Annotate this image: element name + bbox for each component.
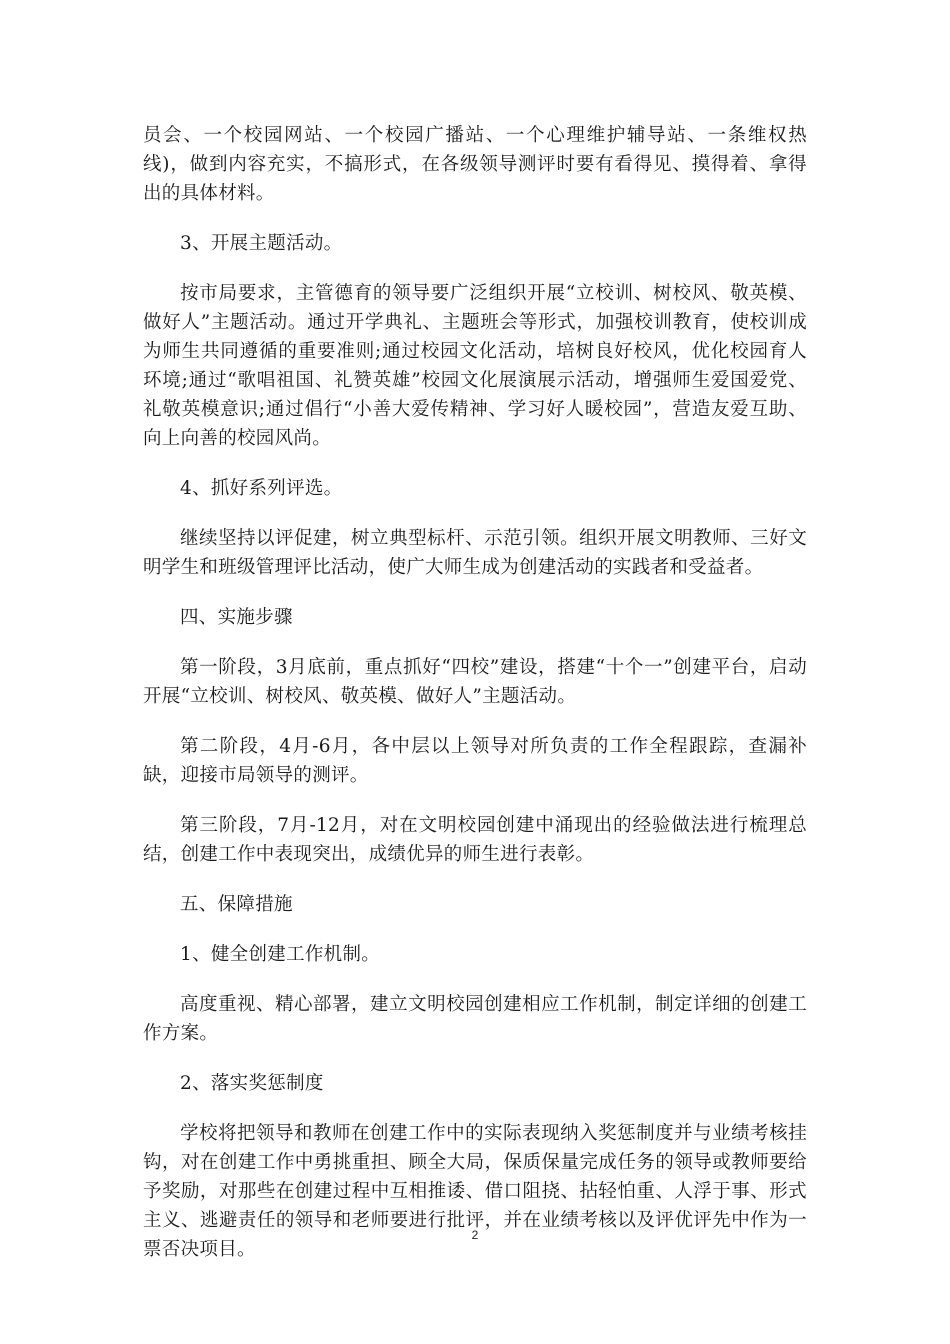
section-heading-theme-activities: 3、开展主题活动。 xyxy=(180,233,343,254)
paragraph-selection: 继续坚持以评促建，树立典型标杆、示范引领。组织开展文明教师、三好文明学生和班级管理评比活动，使广大师生成为创建活动的实践者和受益者。 xyxy=(143,528,807,578)
paragraph-continued: 员会、一个校园网站、一个校园广播站、一个心理维护辅导站、一条维权热线)，做到内容充实，不搞形式，在各级领导测评时要有看得见、摸得着、拿得出的具体材料。 xyxy=(143,125,807,204)
section-heading-selection: 4、抓好系列评选。 xyxy=(180,478,343,499)
section-heading-rewards: 2、落实奖惩制度 xyxy=(180,1073,324,1094)
paragraph-rewards: 学校将把领导和教师在创建工作中的实际表现纳入奖惩制度并与业绩考核挂钩，对在创建工作中勇挑重担、顾全大局，保质保量完成任务的领导或教师要给予奖励，对那些在创建过程中互相推诿、借口阻挠、拈轻怕重、人浮于事、形式主义、逃避责任的领导和老师要进行批评，并在业绩考核以及评优评先中作为一票否决项目。 xyxy=(143,1123,807,1260)
paragraph-phase-one: 第一阶段，3月底前，重点抓好“四校”建设，搭建“十个一”创建平台，启动开展“立校训、树校风、敬英模、做好人”主题活动。 xyxy=(143,657,807,707)
paragraph-mechanism: 高度重视、精心部署，建立文明校园创建相应工作机制，制定详细的创建工作方案。 xyxy=(143,994,807,1044)
paragraph-theme-activities: 按市局要求，主管德育的领导要广泛组织开展“立校训、树校风、敬英模、做好人”主题活动。通过开学典礼、主题班会等形式，加强校训教育，使校训成为师生共同遵循的重要准则;通过校园文化活动，培树良好校风，优化校园育人环境;通过“歌唱祖国、礼赞英雄”校园文化展演展示活动，增强师生爱国爱党、礼敬英模意识;通过倡行“小善大爱传精神、学习好人暖校园”，营造友爱互助、向上向善的校园风尚。 xyxy=(143,283,807,449)
section-heading-safeguards: 五、保障措施 xyxy=(180,894,293,915)
section-heading-implementation: 四、实施步骤 xyxy=(180,607,293,628)
document-body xyxy=(143,121,807,1285)
page-number: 2 xyxy=(471,1228,479,1242)
paragraph-phase-two: 第二阶段，4月-6月，各中层以上领导对所负责的工作全程跟踪，查漏补缺，迎接市局领导的测评。 xyxy=(143,736,807,786)
section-heading-mechanism: 1、健全创建工作机制。 xyxy=(180,944,381,965)
paragraph-phase-three: 第三阶段，7月-12月，对在文明校园创建中涌现出的经验做法进行梳理总结，创建工作中表现突出，成绩优异的师生进行表彰。 xyxy=(143,815,807,865)
